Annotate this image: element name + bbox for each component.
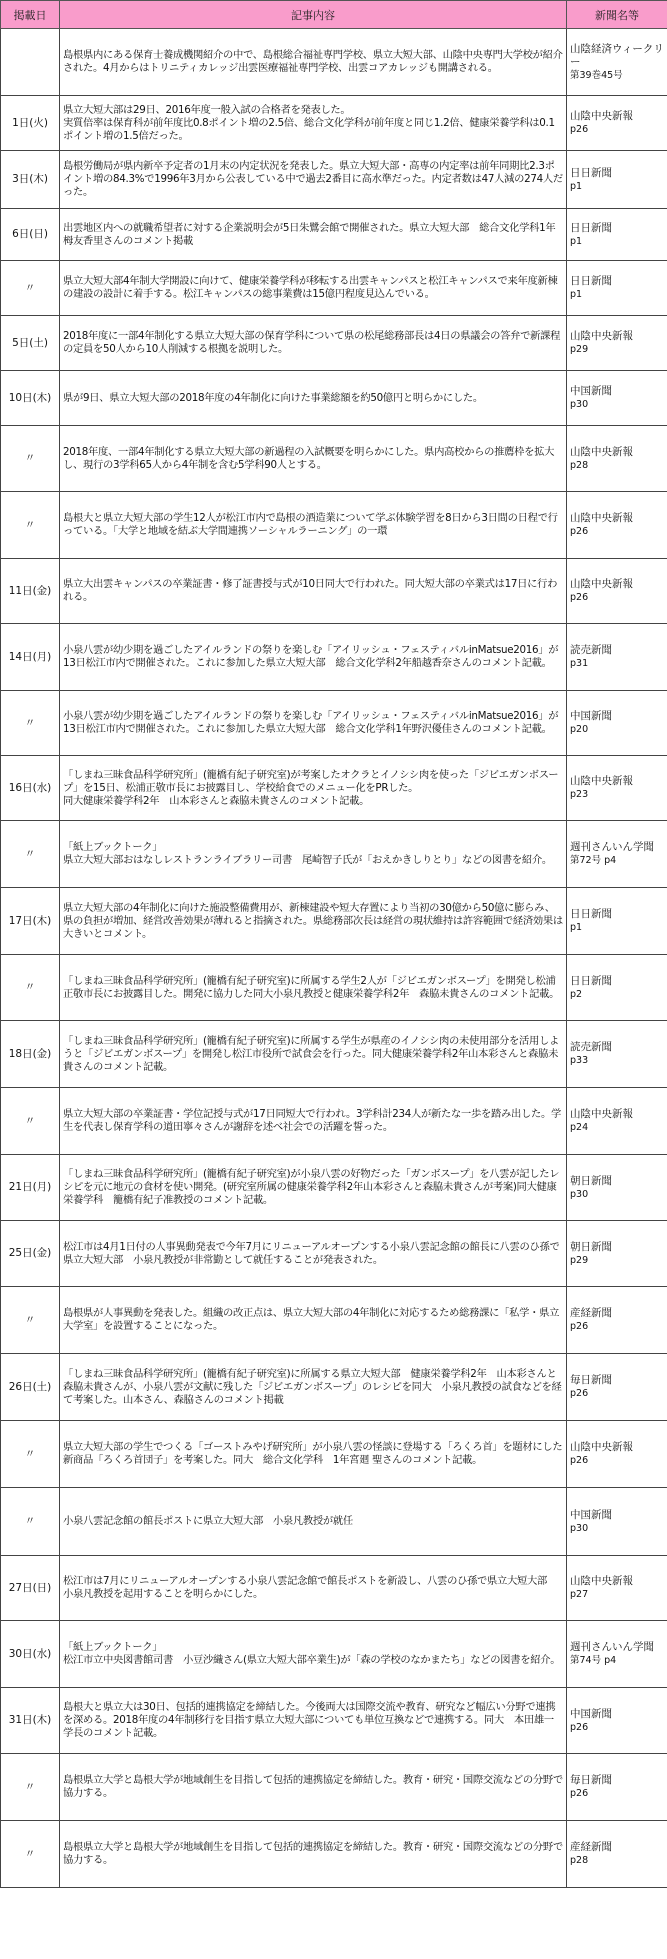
newspaper-source (567, 1021, 667, 1088)
article-content (60, 624, 567, 691)
article-content (60, 1821, 567, 1888)
article-content (60, 426, 567, 492)
table-row (1, 1287, 667, 1354)
table-row (1, 691, 667, 756)
article-content (60, 371, 567, 426)
article-text-line: 県立大短大部4年制大学開設に向けて、健康栄養学科が移転する出雲キャンパスと松江キャンパスで来年度新棟の建設の設計に着手する。松江キャンパスの総事業費は15億円程度見込んでいる。 (63, 275, 558, 300)
table-row (1, 316, 667, 371)
article-text-line: 島根大と県立大は30日、包括的連携協定を締結した。今後両大は国際交流や教育、研究など幅広い分野で連携を深める。2018年度の4年制移行を目指す県立大短大部についても単位互換などで連携する。同大 本田雄一学長のコメント記載。 (63, 1701, 556, 1739)
article-content (60, 1754, 567, 1821)
publication-date: 〃 (1, 426, 60, 492)
article-text-line: 「紙上ブックトーク」 (63, 841, 163, 853)
table-row (1, 261, 667, 316)
article-content (60, 955, 567, 1021)
article-content (60, 1221, 567, 1287)
table-row (1, 492, 667, 559)
article-content (60, 1021, 567, 1088)
article-text-line: 島根県立大学と島根大学が地域創生を目指して包括的連携協定を締結した。教育・研究・国際交流などの分野で協力する。 (63, 1774, 563, 1799)
header-content: 記事内容 (60, 1, 567, 29)
newspaper-name: 中国新聞 (570, 1508, 612, 1521)
article-text-line: 小泉八雲が幼少期を過ごしたアイルランドの祭りを楽しむ「アイリッシュ・フェスティバルinMatsue2016」が13日松江市内で開催された。これに参加した県立大短大部 総合文化学科2年船越香奈さんのコメント記載。 (63, 644, 559, 669)
newspaper-name: 山陰中央新報 (570, 512, 633, 524)
newspaper-name: 山陰中央新報 (570, 1575, 633, 1587)
newspaper-page: p26 (570, 526, 589, 537)
article-content (60, 1354, 567, 1421)
newspaper-source (567, 624, 667, 691)
table-row (1, 955, 667, 1021)
newspaper-page: p26 (570, 1721, 589, 1733)
table-row (1, 1421, 667, 1488)
newspaper-source (567, 955, 667, 1021)
newspaper-page: p29 (570, 344, 589, 355)
article-text-line: 島根労働局が県内新卒予定者の1月末の内定状況を発表した。県立大短大部・高専の内定率は前年同期比2.3ポイント増の84.3%で1996年3月から公表している中で過去2番目に高水準だった。内定者数は47人減の274人だった。 (63, 160, 563, 198)
article-text-line: 県立大短大部おはなしレストランライブラリー司書 尾崎智子氏が「おえかきしりとり」などの図書を紹介。 (63, 854, 552, 866)
table-row (1, 1488, 667, 1556)
newspaper-source (567, 371, 667, 426)
table-row (1, 1688, 667, 1754)
table-body (1, 29, 667, 1888)
table-header-row (1, 1, 667, 29)
publication-date: 〃 (1, 821, 60, 888)
newspaper-name: 中国新聞 (570, 710, 612, 722)
newspaper-page: p29 (570, 1254, 589, 1266)
publication-date: 10日(木) (1, 371, 60, 426)
newspaper-page: p1 (570, 235, 583, 247)
newspaper-source (567, 29, 667, 96)
newspaper-page: p26 (570, 1788, 589, 1799)
newspaper-source (567, 1621, 667, 1688)
table-row (1, 756, 667, 821)
publication-date: 26日(土) (1, 1354, 60, 1421)
publication-date: 〃 (1, 1821, 60, 1888)
newspaper-name: 日日新聞 (570, 221, 612, 234)
article-content (60, 888, 567, 955)
publication-date: 〃 (1, 691, 60, 756)
article-text-line: 実質倍率は保育科が前年度比0.8ポイント増の2.5倍、総合文化学科が前年度と同じ1.2倍、健康栄養学科は0.1ポイント増の1.5倍だった。 (63, 116, 555, 142)
newspaper-name: 毎日新聞 (570, 1374, 612, 1386)
newspaper-page: 第74号 p4 (570, 1655, 617, 1666)
article-content (60, 261, 567, 316)
article-text-line: 出雲地区内への就職希望者に対する企業説明会が5日朱鷺会館で開催された。県立大短大部 総合文化学科1年栂友香里さんのコメント掲載 (63, 221, 556, 247)
newspaper-name: 山陰中央新報 (570, 775, 633, 787)
article-content (60, 1488, 567, 1556)
table-row (1, 1088, 667, 1155)
newspaper-source (567, 1354, 667, 1421)
newspaper-page: p26 (570, 592, 589, 603)
article-text-line: 島根大と県立大短大部の学生12人が松江市内で島根の酒造業について学ぶ体験学習を8日から3日間の日程で行っている。「大学と地域を結ぶ大学間連携ソーシャルラーニング」の一環 (63, 512, 558, 537)
article-content (60, 1088, 567, 1155)
newspaper-page: p27 (570, 1589, 589, 1600)
table-row (1, 426, 667, 492)
newspaper-name: 山陰中央新報 (570, 110, 633, 122)
publication-date: 〃 (1, 492, 60, 559)
publication-date: 18日(金) (1, 1021, 60, 1088)
newspaper-name: 読売新聞 (570, 1041, 612, 1053)
newspaper-page: p30 (570, 1522, 589, 1534)
article-text-line: 松江市は7月にリニューアルオープンする小泉八雲記念館で館長ポストを新設し、八雲のひ孫で県立大短大部 小泉凡教授を起用することを明らかにした。 (63, 1575, 558, 1600)
newspaper-page: p26 (570, 124, 589, 135)
article-content (60, 1287, 567, 1354)
newspaper-page: p1 (570, 922, 583, 933)
article-text-line: 「しまね三昧食品科学研究所」(籠橋有紀子研究室)に所属する県立大短大部 健康栄養学科2年 山本彩さんと森脇未貴さんが、小泉八雲が文献に残した「ジビエガンボスープ」のレシピを同大 小泉凡教授の試食などを経て考案した。山本さん、森脇さんのコメント掲載 (63, 1367, 562, 1406)
newspaper-source (567, 821, 667, 888)
newspaper-source (567, 209, 667, 261)
article-text-line: 県立大短大部の学生でつくる「ゴーストみやげ研究所」が小泉八雲の怪談に登場する「ろくろ首」を題材にした新商品「ろくろ首団子」を考案した。同大 総合文化学科 1年宮廻 聖さんのコメント記載。 (63, 1441, 563, 1466)
article-text-line: 島根県が人事異動を発表した。組織の改正点は、県立大短大部の4年制化に対応するため総務課に「私学・県立大学室」を設置することになった。 (63, 1307, 560, 1332)
newspaper-name: 読売新聞 (570, 644, 612, 656)
newspaper-page: 第72号 p4 (570, 855, 617, 866)
table-row (1, 371, 667, 426)
newspaper-source (567, 559, 667, 624)
newspaper-page: p1 (570, 180, 583, 192)
table-row (1, 209, 667, 261)
newspaper-source (567, 96, 667, 151)
newspaper-source (567, 756, 667, 821)
newspaper-source (567, 1221, 667, 1287)
newspaper-page: p20 (570, 724, 589, 735)
article-content (60, 96, 567, 151)
newspaper-name: 山陰中央新報 (570, 1108, 633, 1120)
newspaper-page: p26 (570, 1455, 589, 1466)
article-text-line: 小泉八雲記念館の館長ポストに県立大短大部 小泉凡教授が就任 (63, 1515, 353, 1527)
article-content (60, 1421, 567, 1488)
publication-date: 21日(月) (1, 1155, 60, 1221)
publication-date: 〃 (1, 955, 60, 1021)
publication-date: 1日(火) (1, 96, 60, 151)
publication-date: 〃 (1, 1754, 60, 1821)
article-content (60, 209, 567, 261)
newspaper-source (567, 492, 667, 559)
article-content (60, 1556, 567, 1621)
newspaper-name: 産経新聞 (570, 1307, 612, 1319)
article-text-line: 県立大出雲キャンパスの卒業証書・修了証書授与式が10日同大で行われた。同大短大部の卒業式は17日に行われる。 (63, 578, 558, 603)
article-content (60, 756, 567, 821)
table-row (1, 1556, 667, 1621)
article-content (60, 1688, 567, 1754)
newspaper-name: 週刊さんいん学聞 (570, 841, 654, 853)
publication-date: 〃 (1, 1088, 60, 1155)
newspaper-name: 日日新聞 (570, 275, 612, 287)
newspaper-page: p24 (570, 1122, 589, 1133)
article-content (60, 559, 567, 624)
publication-date: 〃 (1, 1287, 60, 1354)
publication-date (1, 29, 60, 96)
article-text-line: 小泉八雲が幼少期を過ごしたアイルランドの祭りを楽しむ「アイリッシュ・フェスティバルinMatsue2016」が13日松江市内で開催された。これに参加した県立大短大部 総合文化学科1年野沢優佳さんのコメント記載。 (63, 710, 559, 735)
article-text-line: 「しまね三昧食品科学研究所」(籠橋有紀子研究室)が小泉八雲の好物だった「ガンボスープ」を八雲が記したレシピを元に地元の食材を使い開発。(研究室所属の健康栄養学科2年山本彩さんと森脇未貴さんが考案)同大健康栄養学科 籠橋有紀子准教授のコメント記載。 (63, 1168, 560, 1206)
article-content (60, 691, 567, 756)
article-text-line: 県が9日、県立大短大部の2018年度の4年制化に向けた事業総額を約50億円と明らかにした。 (63, 391, 483, 404)
article-text-line: 「紙上ブックトーク」 (63, 1641, 163, 1653)
article-text-line: 県立大短大部の卒業証書・学位記授与式が17日同短大で行われ。3学科計234人が新たな一歩を踏み出した。学生を代表し保育学科の道田寧々さんが謝辞を述べ社会での活躍を誓った。 (63, 1108, 561, 1133)
table-row (1, 96, 667, 151)
article-text-line: 島根県立大学と島根大学が地域創生を目指して包括的連携協定を締結した。教育・研究・国際交流などの分野で協力する。 (63, 1841, 563, 1866)
newspaper-name: 週刊さんいん学聞 (570, 1641, 654, 1653)
newspaper-name: 山陰中央新報 (570, 445, 633, 458)
table-row (1, 1754, 667, 1821)
table-row (1, 1821, 667, 1888)
table-row (1, 888, 667, 955)
newspaper-name: 山陰経済ウィークリー (570, 42, 664, 68)
publication-date: 3日(木) (1, 151, 60, 209)
newspaper-name: 中国新聞 (570, 385, 612, 397)
article-text-line: 「しまね三昧食品科学研究所」(籠橋有紀子研究室)が考案したオクラとイノシシ肉を使った「ジビエガンボスープ」を15日、松浦正敬市長にお披露目し、学校給食でのメニュー化をPRした。 (63, 768, 559, 794)
publication-date: 16日(水) (1, 756, 60, 821)
article-content (60, 151, 567, 209)
publication-date: 17日(木) (1, 888, 60, 955)
publication-date: 〃 (1, 1421, 60, 1488)
newspaper-source (567, 1088, 667, 1155)
newspaper-source (567, 1155, 667, 1221)
table-row (1, 1354, 667, 1421)
newspaper-name: 朝日新聞 (570, 1240, 612, 1253)
newspaper-source (567, 691, 667, 756)
article-text-line: 2018年度、一部4年制化する県立大短大部の新過程の入試概要を明らかにした。県内高校からの推薦枠を拡大し、現行の3学科65人から4年制を含む5学科90人とする。 (63, 445, 555, 471)
newspaper-source (567, 1287, 667, 1354)
article-content (60, 29, 567, 96)
newspaper-page: p26 (570, 1321, 589, 1332)
article-content (60, 316, 567, 371)
newspaper-name: 山陰中央新報 (570, 330, 633, 342)
newspaper-source (567, 316, 667, 371)
article-text-line: 県立大短大部の4年制化に向けた施設整備費用が、新棟建設や短大存置により当初の30億から50億に膨らみ、県の負担が増加、経営改善効果が薄れると指摘された。県総務部次長は経営の現状維持は許容範囲で経済効果は大きいとコメント。 (63, 901, 563, 940)
newspaper-source (567, 151, 667, 209)
newspaper-source (567, 1488, 667, 1556)
newspaper-page: p33 (570, 1055, 589, 1066)
newspaper-page: p23 (570, 789, 589, 800)
article-text-line: 「しまね三昧食品科学研究所」(籠橋有紀子研究室)に所属する学生2人が「ジビエガンボスープ」を開発し松浦正敬市長にお披露目した。開発に協力した同大小泉凡教授と健康栄養学科2年 森脇未貴さんのコメント記載。 (63, 974, 560, 1000)
newspaper-page: p28 (570, 459, 589, 471)
article-content (60, 492, 567, 559)
newspaper-source (567, 1821, 667, 1888)
header-source: 新聞名等 (567, 1, 667, 29)
article-text-line: 県立大短大部は29日、2016年度一般入試の合格者を発表した。 (63, 103, 351, 116)
newspaper-page: p31 (570, 658, 589, 669)
newspaper-source (567, 1754, 667, 1821)
publication-date: 14日(月) (1, 624, 60, 691)
publication-date: 30日(水) (1, 1621, 60, 1688)
publication-date: 27日(日) (1, 1556, 60, 1621)
publication-date: 25日(金) (1, 1221, 60, 1287)
newspaper-page: 第39巻45号 (570, 69, 623, 81)
newspaper-source (567, 1421, 667, 1488)
publication-date: 6日(日) (1, 209, 60, 261)
newspaper-name: 日日新聞 (570, 974, 612, 987)
table-row (1, 559, 667, 624)
newspaper-name: 日日新聞 (570, 166, 612, 179)
article-text-line: 「しまね三昧食品科学研究所」(籠橋有紀子研究室)に所属する学生が県産のイノシシ肉の未使用部分を活用しようと「ジビエガンボスープ」を開発し松江市役所で試食会を行った。同大健康栄養学科2年山本彩さんと森脇未貴さんのコメント記載。 (63, 1034, 559, 1073)
newspaper-page: p30 (570, 1188, 589, 1200)
article-content (60, 1621, 567, 1688)
article-text-line: 島根県内にある保育士養成機関紹介の中で、島根総合福祉専門学校、県立大短大部、山陰中央専門大学校が紹介された。4月からはトリニティカレッジ出雲医療福祉専門学校、出雲コアカレッジも開講される。 (63, 49, 563, 74)
table-row (1, 624, 667, 691)
table-row (1, 29, 667, 96)
newspaper-name: 日日新聞 (570, 908, 612, 920)
newspaper-page: p28 (570, 1855, 589, 1866)
newspaper-name: 毎日新聞 (570, 1774, 612, 1786)
article-text-line: 同大健康栄養学科2年 山本彩さんと森脇未貴さんのコメント記載。 (63, 794, 370, 807)
article-text-line: 松江市は4月1日付の人事異動発表で今年7月にリニューアルオープンする小泉八雲記念館の館長に八雲のひ孫で県立大短大部 小泉凡教授が非常勤として就任することが発表された。 (63, 1240, 560, 1266)
header-date: 掲載日 (1, 1, 60, 29)
newspaper-page: p30 (570, 399, 589, 410)
newspaper-source (567, 426, 667, 492)
article-text-line: 松江市立中央図書館司書 小豆沙織さん(県立大短大部卒業生)が「森の学校のなかまたち」などの図書を紹介。 (63, 1654, 561, 1666)
newspaper-name: 山陰中央新報 (570, 578, 633, 590)
table-row (1, 1155, 667, 1221)
newspaper-source (567, 1556, 667, 1621)
article-content (60, 1155, 567, 1221)
publication-date: 31日(木) (1, 1688, 60, 1754)
newspaper-name: 山陰中央新報 (570, 1441, 633, 1453)
publication-date: 11日(金) (1, 559, 60, 624)
newspaper-page: p1 (570, 289, 583, 300)
newspaper-source (567, 261, 667, 316)
newspaper-source (567, 1688, 667, 1754)
newspaper-name: 産経新聞 (570, 1841, 612, 1853)
publication-date: 〃 (1, 1488, 60, 1556)
table-row (1, 1621, 667, 1688)
publication-date: 5日(土) (1, 316, 60, 371)
newspaper-page: p26 (570, 1388, 589, 1399)
table-row (1, 1021, 667, 1088)
newspaper-page: p2 (570, 988, 583, 1000)
table-row (1, 1221, 667, 1287)
article-text-line: 2018年度に一部4年制化する県立大短大部の保育学科について県の松尾総務部長は4日の県議会の答弁で新課程の定員を50人から10人削減する根拠を説明した。 (63, 330, 561, 355)
publication-date: 〃 (1, 261, 60, 316)
table-row (1, 821, 667, 888)
article-content (60, 821, 567, 888)
newspaper-name: 朝日新聞 (570, 1174, 612, 1187)
newspaper-name: 中国新聞 (570, 1707, 612, 1720)
table-row (1, 151, 667, 209)
newspaper-source (567, 888, 667, 955)
